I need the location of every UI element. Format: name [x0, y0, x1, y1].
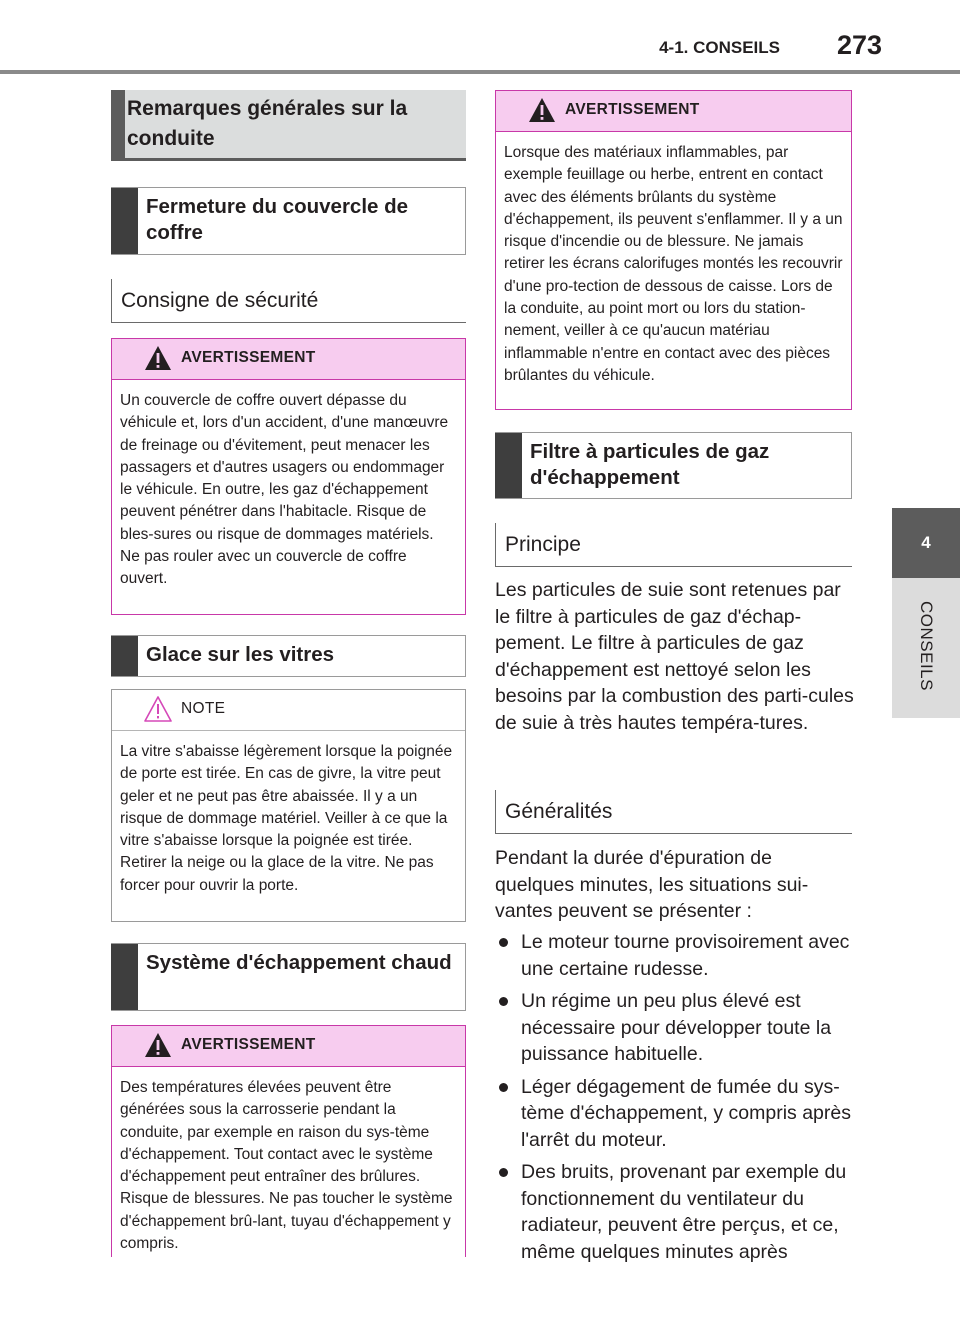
heading-filtre	[495, 432, 852, 499]
warning-header	[496, 91, 851, 132]
heading-glace	[111, 635, 466, 677]
generalites-paragraph: Pendant la durée d'épuration de quelques minutes, les situations sui-vantes peuvent se présenter :	[495, 847, 809, 922]
list-item: Des bruits, provenant par exemple du fonctionnement du ventilateur du radiateur, peuvent être perçus, et ce, même quelques minutes après	[495, 1159, 857, 1265]
warning-box-coffre	[111, 338, 466, 615]
header-rule	[0, 70, 960, 74]
list-item: Le moteur tourne provisoirement avec une certaine rudesse.	[495, 929, 857, 982]
warning-title: AVERTISSEMENT	[181, 1036, 316, 1053]
principe-paragraph: Les particules de suie sont retenues par le filtre à particules de gaz d'échap-pement. Le filtre à particules de gaz d'échappement est nettoyé selon les besoins par la combustion des parti-cules de suie à très hautes tempéra-tures.	[495, 579, 854, 734]
warning-text: Un couvercle de coffre ouvert dépasse du véhicule et, lors d'un accident, d'une manœuvre de freinage ou d'évitement, peut menacer les passagers et d'autres usagers ou endommager le véhicule. En outre, les gaz d'échappement peuvent pénétrer dans l'habitacle. Risque de bles-sures ou risque de dommages matériels. Ne pas rouler avec un couvercle de coffre ouvert.	[112, 380, 465, 599]
main-heading-text: Remarques générales sur la conduite	[127, 97, 408, 150]
note-title: NOTE	[181, 700, 226, 717]
heading-glace-text: Glace sur les vitres	[146, 643, 335, 666]
warning-text: Des températures élevées peuvent être générées sous la carrosserie pendant la conduite, par exemple en raison du sys-tème d'échappement. Tout contact avec le système d'échappement peut entraîner des brûlures. Risque de blessures. Ne pas toucher le système d'échappement brû-lant, tuyau d'échappement y compris.	[112, 1067, 465, 1263]
subheading-securite-text: Consigne de sécurité	[121, 288, 319, 312]
warning-header	[112, 339, 465, 380]
page-number: 273	[836, 30, 882, 60]
subheading-generalites	[495, 790, 852, 834]
warning-box-inflammable	[495, 90, 852, 410]
chapter-number: 4	[921, 533, 931, 552]
subheading-principe-text: Principe	[505, 532, 581, 556]
subheading-generalites-text: Généralités	[505, 799, 613, 823]
warning-triangle-icon	[528, 96, 556, 124]
heading-coffre	[111, 187, 466, 255]
note-header	[112, 690, 465, 731]
heading-filtre-text: Filtre à particules de gaz d'échappement	[530, 440, 770, 489]
note-box-glace	[111, 689, 466, 922]
situations-list	[495, 929, 857, 1271]
heading-bar	[495, 433, 522, 498]
warning-header	[112, 1026, 465, 1067]
main-heading	[111, 90, 466, 161]
heading-echappement-text: Système d'échappement chaud	[146, 951, 452, 974]
heading-coffre-text: Fermeture du couvercle de coffre	[146, 195, 409, 244]
note-text: La vitre s'abaisse légèrement lorsque la poignée de porte est tirée. En cas de givre, la vitre peut geler et ne peut pas être abaissée. Il y a un risque de dommage matériel. Veiller à ce que la vitre s'abaisse lorsque la poignée est tirée. Retirer la neige ou la glace de la vitre. Ne pas forcer pour ouvrir la porte.	[120, 743, 453, 894]
chapter-label: CONSEILS	[917, 601, 936, 691]
warning-box-echappement	[111, 1025, 466, 1257]
warning-triangle-icon	[144, 1031, 172, 1059]
heading-bar	[111, 188, 138, 254]
warning-text: Lorsque des matériaux inflammables, par exemple feuillage ou herbe, entrent en contact avec des éléments brûlants du système d'échappement, ils peuvent s'enflammer. Il y a un risque d'incendie ou de blessure. Ne jamais retirer les écrans calorifuges montés les recouvrir d'une pro-tection de dessous de caisse. Lors de la conduite, au point mort ou lors du station-nement, veiller à ce qu'aucun matériau inflammable n'entre en contact avec des pièces brûlantes du véhicule.	[496, 132, 851, 395]
caution-triangle-icon	[144, 695, 172, 723]
subheading-principe	[495, 523, 852, 567]
warning-title: AVERTISSEMENT	[565, 101, 700, 118]
warning-triangle-icon	[144, 344, 172, 372]
heading-bar	[111, 636, 138, 676]
heading-bar	[111, 944, 138, 1010]
warning-title: AVERTISSEMENT	[181, 349, 316, 366]
list-item: Léger dégagement de fumée du sys-tème d'échappement, y compris après l'arrêt du moteur.	[495, 1074, 857, 1154]
list-item: Un régime un peu plus élevé est nécessaire pour développer toute la puissance habituelle.	[495, 988, 857, 1068]
subheading-securite	[111, 279, 466, 323]
heading-echappement	[111, 943, 466, 1011]
section-title: 4-1. CONSEILS	[659, 38, 780, 57]
